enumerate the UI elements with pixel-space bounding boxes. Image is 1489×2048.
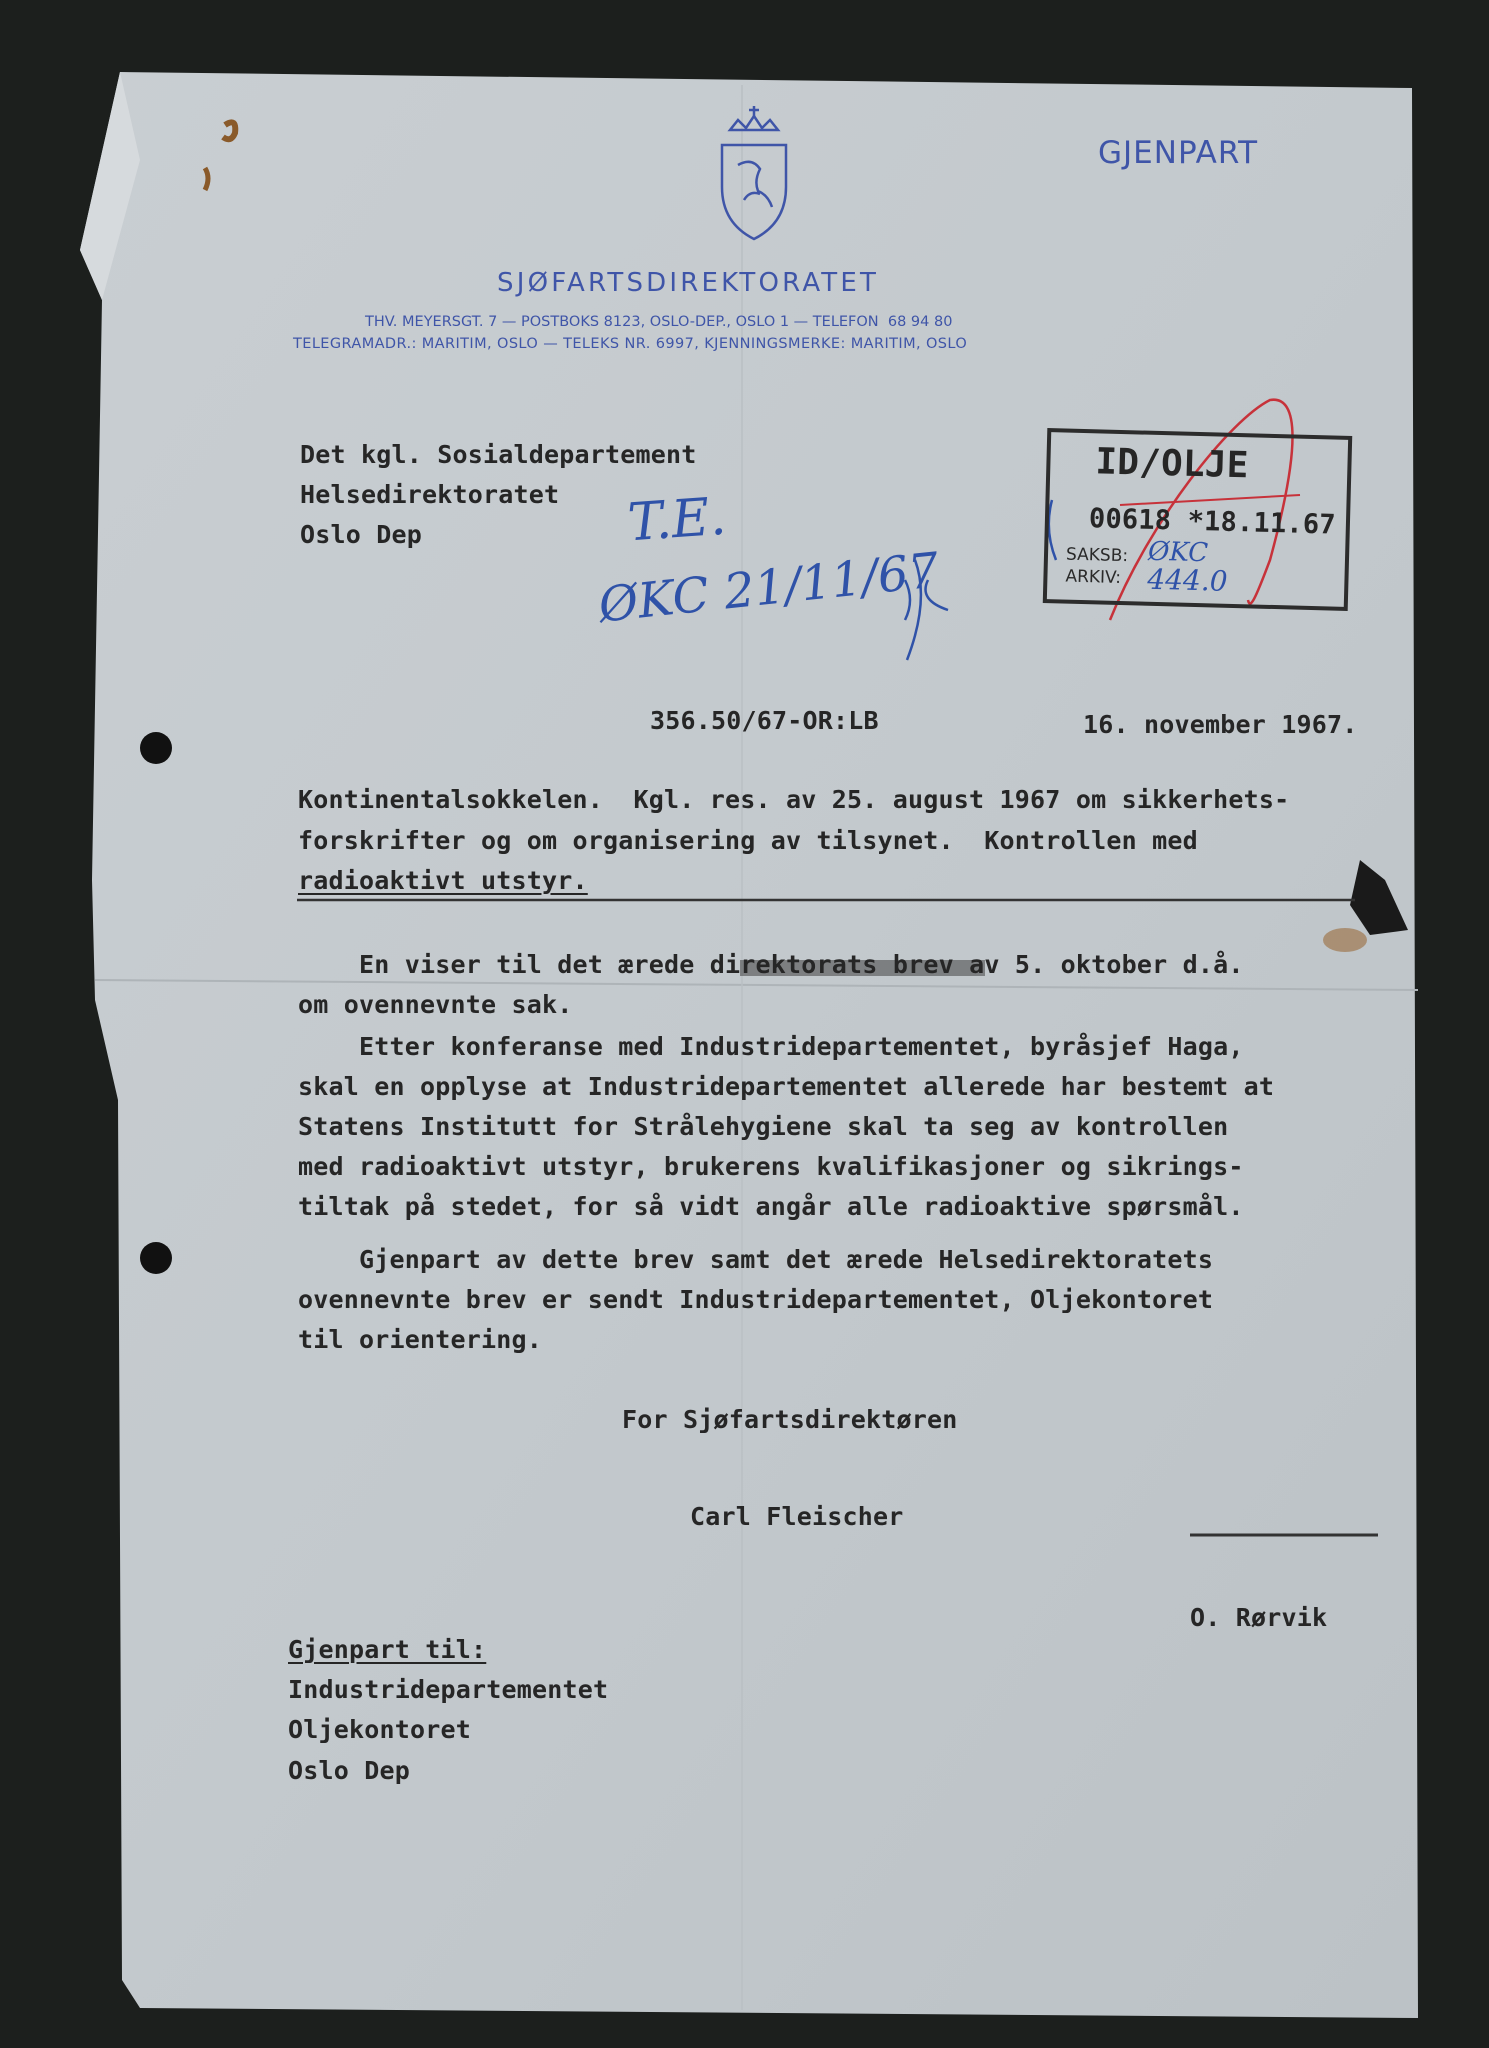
signature-for-line: For Sjøfartsdirektøren <box>622 1405 958 1434</box>
body-p3-line-2: ovennevnte brev er sendt Industridepartementet, Oljekontoret <box>298 1285 1214 1314</box>
co-signer-name: O. Rørvik <box>1190 1603 1328 1632</box>
body-p2-line-1: Etter konferanse med Industridepartementet, byråsjef Haga, <box>298 1032 1244 1061</box>
stamp-arkiv-label: ARKIV: <box>1065 566 1122 589</box>
letter-date: 16. november 1967. <box>1083 710 1358 739</box>
body-p3-line-3: til orientering. <box>298 1325 543 1354</box>
body-p2-line-4: med radioaktivt utstyr, brukerens kvalifikasjoner og sikrings- <box>298 1152 1244 1181</box>
body-p1-line-2: om ovennevnte sak. <box>298 990 573 1019</box>
stamp-saksb-label: SAKSB: <box>1065 544 1129 567</box>
handwritten-initials: T.E. <box>626 486 729 554</box>
reference-number: 356.50/67-OR:LB <box>650 706 879 735</box>
stamp-title: ID/OLJE <box>1094 441 1250 487</box>
body-p1-line-1 <box>298 950 1244 979</box>
stamp-number: 00618 *18.11.67 <box>1088 503 1337 541</box>
punch-hole-top <box>140 732 172 764</box>
signer-name: Carl Fleischer <box>690 1502 904 1531</box>
copies-item-1: Industridepartementet <box>288 1675 609 1704</box>
body-p3-line-1: Gjenpart av dette brev samt det ærede Helsedirektoratets <box>298 1245 1214 1274</box>
subject-line-1: Kontinentalsokkelen. Kgl. res. av 25. august 1967 om sikkerhets- <box>298 785 1290 814</box>
stamp-arkiv-value: 444.0 <box>1146 562 1228 598</box>
recipient-line-1: Det kgl. Sosialdepartement <box>300 440 697 469</box>
rust-stain-right <box>1323 928 1367 952</box>
subject-line-2: forskrifter og om organisering av tilsynet. Kontrollen med <box>298 826 1198 855</box>
copies-heading: Gjenpart til: <box>288 1635 487 1664</box>
body-p1-struck-word: direktorats <box>709 950 878 979</box>
subject-line-3: radioaktivt utstyr. <box>298 866 588 895</box>
received-stamp <box>1043 428 1352 611</box>
body-p2-line-2: skal en opplyse at Industridepartementet allerede har bestemt at <box>298 1072 1275 1101</box>
address-line-2: TELEGRAMADR.: MARITIM, OSLO — TELEKS NR. 6997, KJENNINGSMERKE: MARITIM, OSLO <box>293 336 968 352</box>
stamp-saksb-value: ØKC <box>1147 536 1209 569</box>
copies-item-2: Oljekontoret <box>288 1715 472 1744</box>
address-line-1: THV. MEYERSGT. 7 — POSTBOKS 8123, OSLO-DEP., OSLO 1 — TELEFON 68 94 80 <box>365 314 953 330</box>
recipient-line-2: Helsedirektoratet <box>300 480 560 509</box>
recipient-line-3: Oslo Dep <box>300 520 423 549</box>
body-p2-line-5: tiltak på stedet, for så vidt angår alle radioaktive spørsmål. <box>298 1192 1244 1221</box>
body-p1-line-1-a: En viser til det ærede <box>298 950 710 979</box>
copy-mark: GJENPART <box>1098 135 1259 171</box>
copies-item-3: Oslo Dep <box>288 1756 411 1785</box>
punch-hole-bottom <box>140 1242 172 1274</box>
body-p2-line-3: Statens Institutt for Strålehygiene skal ta seg av kontrollen <box>298 1112 1229 1141</box>
body-p1-line-1-b: brev av 5. oktober d.å. <box>877 950 1244 979</box>
agency-name: SJØFARTSDIREKTORATET <box>497 268 880 298</box>
handwritten-note: ØKC 21/11/67 <box>596 542 942 634</box>
